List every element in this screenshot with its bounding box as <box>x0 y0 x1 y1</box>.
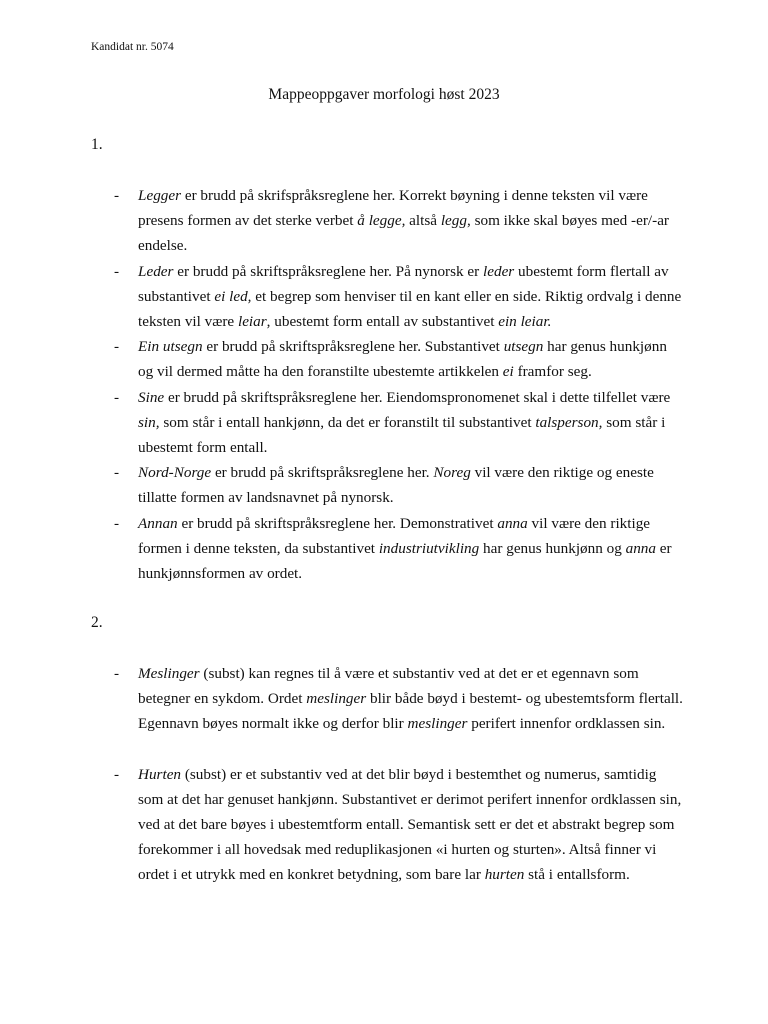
italic-term: leiar <box>237 313 267 331</box>
italic-term: leder <box>483 262 515 280</box>
text-run: (subst) er et substantiv ved at det blir bøyd i bestemthet og numerus, samtidig som at det har genuset hankjønn. Substantivet er derimot perifert innenfor ordklassen sin, ved at det bare bøyes i ubestemtform entall. Semantisk sett er det et abstrakt begrep som forekommer i all hovedsak med reduplikasjonen «i hurten og sturten». Altså finner vi ordet i et utrykk med en konkret betydning, som bare lar <box>138 765 682 884</box>
text-run: har genus hunkjønn og <box>479 539 626 557</box>
text-run: blir både bøyd i bestemt- og ubestemtsform flertall. Egennavn bøyes normalt ikke og derfor blir <box>138 690 683 733</box>
italic-term: industriutvikling <box>378 539 480 557</box>
italic-term: hurten <box>484 866 525 884</box>
text-run: er hunkjønnsformen av ordet. <box>138 539 672 583</box>
italic-term: Legger <box>138 187 182 204</box>
italic-term: legg <box>440 212 467 230</box>
italic-term: ei led, <box>214 287 252 305</box>
list-item: - Sine er brudd på skriftspråksreglene her. Eiendomspronomenet skal i dette tilfellet være sin, som står i entall hankjønn, da det er foranstilt til substantivet talsperson, som står i ubestemt form entall. <box>114 388 671 457</box>
italic-term: Leder <box>138 262 174 280</box>
text-run: framfor seg. <box>513 363 592 381</box>
list-item: - Leder er brudd på skriftspråksreglene her. På nynorsk er leder ubestemt form flertall av substantivet ei led, et begrep som henviser til en kant eller en side. Riktig ordvalg i denne teksten vil være leiar, ubestemt form entall av substantivet ein leiar. <box>114 262 682 331</box>
list-item: - Legger er brudd på skrifspråksreglene her. Korrekt bøyning i denne teksten vil være presens formen av det sterke verbet å legge, altså legg, som ikke skal bøyes med -er/-ar endelse. <box>114 187 669 255</box>
list-item: - Ein utsegn er brudd på skriftspråksreglene her. Substantivet utsegn har genus hunkjønn og vil dermed måtte ha den foranstilte ubestemte artikkelen ei framfor seg. <box>114 338 667 381</box>
italic-term: meslinger <box>407 715 468 733</box>
text-run: er brudd på skrifspråksreglene her. Korrekt bøyning i denne teksten vil være presens formen av det sterke verbet <box>138 187 648 230</box>
text-run: er brudd på skriftspråksreglene her. På nynorsk er <box>173 262 484 280</box>
text-run: , som ikke skal bøyes med -er/-ar endelse. <box>138 212 669 255</box>
candidate-number: Kandidat nr. 5074 <box>91 41 174 53</box>
section-2-list <box>114 661 684 888</box>
italic-term: Nord-Norge <box>138 464 212 482</box>
text-run: er brudd på skriftspråksreglene her. Eiendomspronomenet skal i dette tilfellet være <box>164 388 671 406</box>
text-run: stå i entallsform. <box>524 866 630 884</box>
italic-term: ei <box>502 363 514 381</box>
italic-term: utsegn <box>503 338 544 356</box>
text-run: er brudd på skriftspråksreglene her. Demonstrativet <box>177 514 498 532</box>
italic-term: meslinger <box>306 690 367 708</box>
italic-term: talsperson, <box>535 413 603 431</box>
italic-term: anna <box>497 514 528 532</box>
italic-term: sin, <box>138 413 160 431</box>
text-run: et begrep som henviser til en kant eller en side. Riktig ordvalg i denne teksten vil være <box>138 287 682 331</box>
italic-term: å legge, <box>357 212 406 230</box>
list-item: - Meslinger (subst) kan regnes til å være et substantiv ved at det er et egennavn som betegner en sykdom. Ordet meslinger blir både bøyd i bestemt- og ubestemtsform flertall. Egennavn bøyes normalt ikke og derfor blir meslinger perifert innenfor ordklassen sin. <box>114 665 683 733</box>
section-number-1: 1. <box>91 136 103 153</box>
text-run: , ubestemt form entall av substantivet <box>266 313 499 331</box>
list-item: - Annan er brudd på skriftspråksreglene her. Demonstrativet anna vil være den riktige formen i denne teksten, da substantivet industriutvikling har genus hunkjønn og anna er hunkjønnsformen av ordet. <box>114 514 672 583</box>
italic-term: Ein utsegn <box>138 338 203 356</box>
italic-term: Meslinger <box>138 665 200 682</box>
list-item: - Nord-Norge er brudd på skriftspråksreglene her. Noreg vil være den riktige og eneste tillatte formen av landsnavnet på nynorsk. <box>114 464 654 507</box>
text-run: vil være den riktige og eneste tillatte formen av landsnavnet på nynorsk. <box>138 464 654 507</box>
text-run: som står i ubestemt form entall. <box>138 413 666 457</box>
text-run: som står i entall hankjønn, da det er foranstilt til substantivet <box>159 413 536 431</box>
italic-term: Annan <box>138 514 178 532</box>
document-title: Mappeoppgaver morfologi høst 2023 <box>268 86 500 103</box>
text-run: (subst) kan regnes til å være et substantiv ved at det er et egennavn som betegner en sykdom. Ordet <box>138 665 639 708</box>
italic-term: ein leiar. <box>498 313 552 331</box>
text-run: altså <box>405 212 441 230</box>
italic-term: Noreg <box>433 464 471 482</box>
text-run: er brudd på skriftspråksreglene her. <box>211 464 434 482</box>
italic-term: anna <box>625 539 656 557</box>
section-number-2: 2. <box>91 614 103 631</box>
list-item: - Hurten (subst) er et substantiv ved at det blir bøyd i bestemthet og numerus, samtidig som at det har genuset hankjønn. Substantivet er derimot perifert innenfor ordklassen sin, ved at det bare bøyes i ubestemtform entall. Semantisk sett er det et abstrakt begrep som forekommer i all hovedsak med reduplikasjonen «i hurten og sturten». Altså finner vi ordet i et utrykk med en konkret betydning, som bare lar hurten stå i entallsform. <box>114 765 682 884</box>
section-1-list <box>114 183 684 586</box>
text-run: er brudd på skriftspråksreglene her. Substantivet <box>202 338 504 356</box>
text-run: har genus hunkjønn og vil dermed måtte ha den foranstilte ubestemte artikkelen <box>138 338 667 381</box>
text-run: perifert innenfor ordklassen sin. <box>467 715 666 733</box>
italic-term: Hurten <box>138 765 182 783</box>
text-run: vil være den riktige formen i denne teksten, da substantivet <box>138 514 651 557</box>
text-run: ubestemt form flertall av substantivet <box>138 262 669 305</box>
italic-term: Sine <box>138 388 165 406</box>
